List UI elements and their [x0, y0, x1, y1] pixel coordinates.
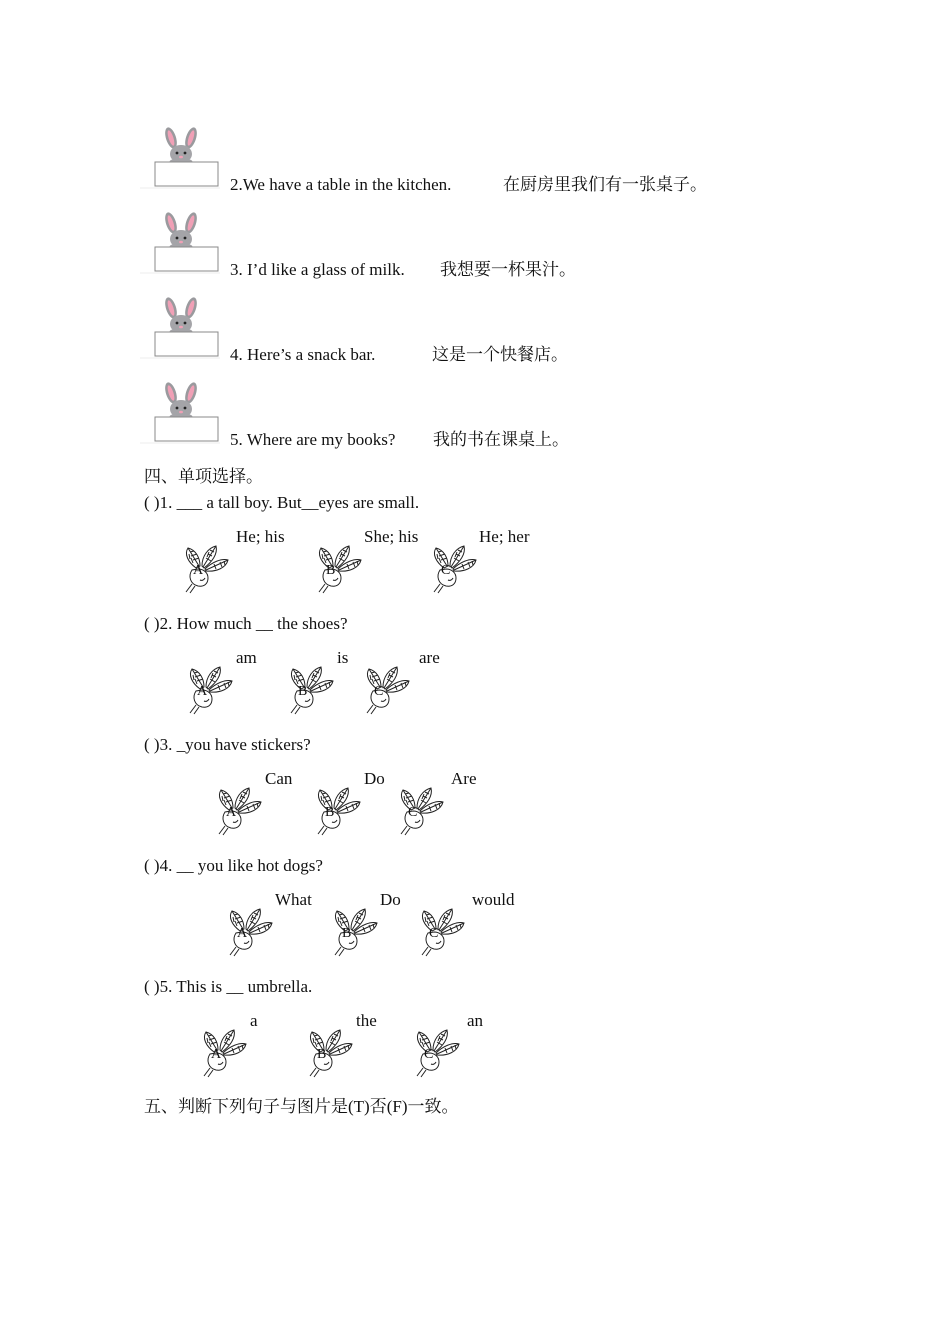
q4-option-b-text: Do [380, 890, 401, 909]
q3-option-a-letter: A [226, 805, 237, 820]
section4-title: 四、单项选择。 [144, 467, 263, 486]
q5-option-a-letter: A [211, 1047, 222, 1062]
rabbit-card-icon [140, 296, 220, 360]
q2-option-b-text: is [337, 648, 349, 667]
q5-option-c-letter: C [424, 1047, 434, 1062]
section5-title: 五、判断下列句子与图片是(T)否(F)一致。 [144, 1097, 459, 1116]
q2-option-b-letter: B [298, 684, 308, 699]
q4-option-c-letter: C [429, 926, 439, 941]
q2-option-a-text: am [236, 648, 257, 667]
item4-chinese: 这是一个快餐店。 [432, 345, 568, 364]
q1-option-a-letter: A [193, 563, 204, 578]
q2-option-c-text: are [419, 648, 440, 667]
question-5-stem: ( )5. This is __ umbrella. [144, 977, 313, 996]
q3-option-b-letter: B [325, 805, 335, 820]
beet-icon [426, 540, 482, 596]
beet-icon [311, 540, 367, 596]
item5-english: 5. Where are my books? [230, 430, 396, 449]
q5-option-c-text: an [467, 1011, 484, 1030]
q5-option-b-letter: B [317, 1047, 327, 1062]
item2-chinese: 在厨房里我们有一张桌子。 [503, 175, 707, 194]
beet-icon [178, 540, 234, 596]
rabbit-card-icon [140, 381, 220, 445]
q5-option-b-text: the [356, 1011, 377, 1030]
item2-english: 2.We have a table in the kitchen. [230, 175, 452, 194]
beet-icon [310, 782, 366, 838]
item4-english: 4. Here’s a snack bar. [230, 345, 376, 364]
beet-icon [409, 1024, 465, 1080]
beet-icon [283, 661, 339, 717]
beet-icon [302, 1024, 358, 1080]
q2-option-c-letter: C [374, 684, 384, 699]
q2-option-a-letter: A [197, 684, 208, 699]
q1-option-b-letter: B [326, 563, 336, 578]
beet-icon [327, 903, 383, 959]
beet-icon [414, 903, 470, 959]
beet-icon [196, 1024, 252, 1080]
beet-icon [182, 661, 238, 717]
rabbit-card-icon [140, 211, 220, 275]
question-4-stem: ( )4. __ you like hot dogs? [144, 856, 323, 875]
q4-option-c-text: would [472, 890, 515, 909]
beet-icon [211, 782, 267, 838]
q5-option-a-text: a [250, 1011, 258, 1030]
beet-icon [222, 903, 278, 959]
beet-icon [359, 661, 415, 717]
question-2-stem: ( )2. How much __ the shoes? [144, 614, 348, 633]
rabbit-card-icon [140, 126, 220, 190]
question-3-stem: ( )3. _you have stickers? [144, 735, 311, 754]
q1-option-c-letter: C [441, 563, 451, 578]
q1-option-c-text: He; her [479, 527, 530, 546]
item5-chinese: 我的书在课桌上。 [433, 430, 569, 449]
q3-option-c-letter: C [408, 805, 418, 820]
question-1-stem: ( )1. ___ a tall boy. But__eyes are small. [144, 493, 420, 512]
q4-option-a-letter: A [237, 926, 248, 941]
q4-option-a-text: What [275, 890, 312, 909]
beet-icon [393, 782, 449, 838]
q3-option-b-text: Do [364, 769, 385, 788]
q1-option-b-text: She; his [364, 527, 419, 546]
q1-option-a-text: He; his [236, 527, 285, 546]
q3-option-a-text: Can [265, 769, 293, 788]
item3-english: 3. I’d like a glass of milk. [230, 260, 405, 279]
q3-option-c-text: Are [451, 769, 477, 788]
q4-option-b-letter: B [342, 926, 352, 941]
item3-chinese: 我想要一杯果汁。 [440, 260, 576, 279]
